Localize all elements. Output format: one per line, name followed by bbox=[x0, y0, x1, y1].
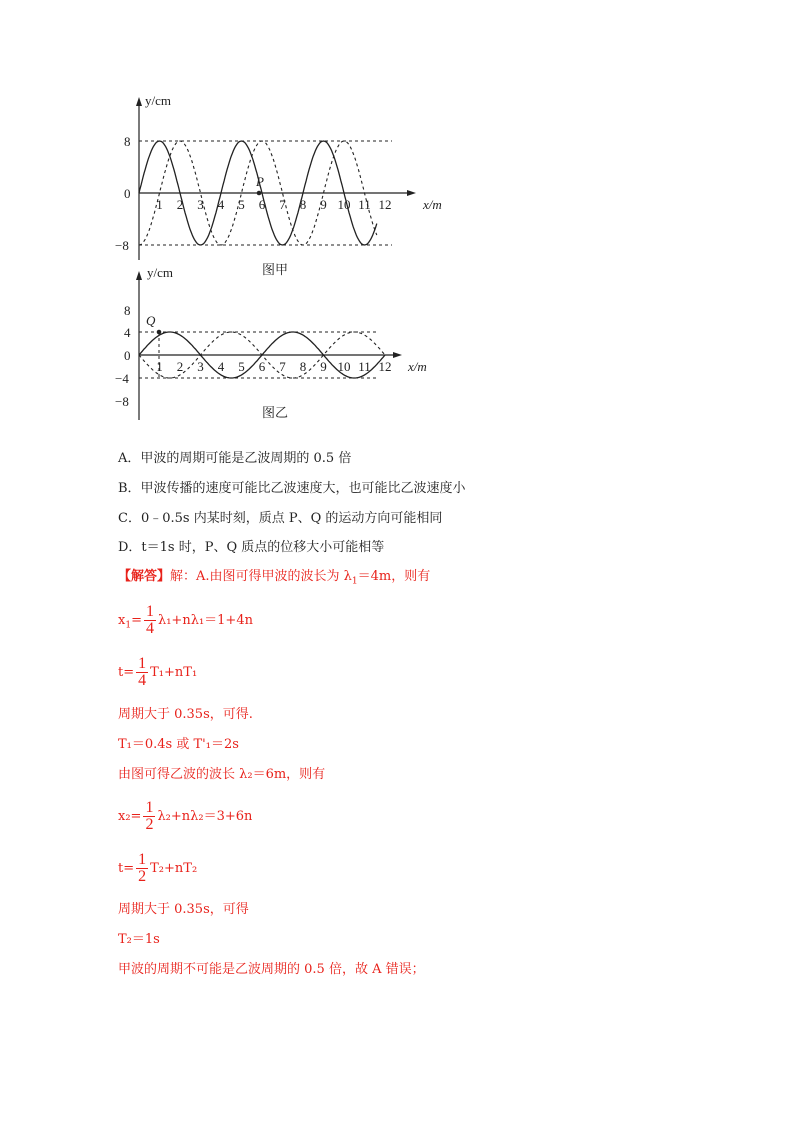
caption-yi: 图乙 bbox=[262, 406, 289, 421]
ytick-2-0: 0 bbox=[124, 348, 131, 363]
xtick-2-11: 11 bbox=[358, 359, 371, 374]
xtick-1-5: 5 bbox=[238, 197, 245, 212]
equation-x1: $x_1=$ $\frac{1}{4}$ λ₁+nλ₁＝1+4n bbox=[118, 603, 253, 637]
ytick-2-neg4: −4 bbox=[115, 371, 129, 386]
equation-t2: t= $\frac{1}{2}$ T₂+nT₂ bbox=[118, 851, 198, 885]
point-q-label: Q bbox=[146, 313, 156, 328]
xtick-1-10: 10 bbox=[337, 197, 351, 212]
xtick-1-8: 8 bbox=[299, 197, 307, 212]
xtick-1-6: 6 bbox=[258, 197, 266, 212]
xtick-2-2: 2 bbox=[176, 359, 184, 374]
option-a: A．甲波的周期可能是乙波周期的 0.5 倍 bbox=[118, 451, 352, 466]
ytick-2-8: 8 bbox=[124, 303, 131, 318]
xtick-1-2: 2 bbox=[176, 197, 184, 212]
xtick-2-3: 3 bbox=[197, 359, 204, 374]
line-t1-values: T₁＝0.4s 或 T'₁＝2s bbox=[118, 737, 239, 752]
fraction-half: $\frac{1}{2}$ bbox=[145, 799, 154, 833]
point-q bbox=[157, 330, 162, 335]
x-axis-arrow-1 bbox=[407, 190, 416, 196]
xtick-2-1: 1 bbox=[156, 359, 163, 374]
answer-intro: 【解答】解：A.由图可得甲波的波长为 $\lambda_1=4m$，则有 bbox=[118, 569, 431, 587]
point-p-label: P bbox=[256, 174, 264, 189]
wave-figures bbox=[0, 0, 800, 440]
ytick-2-neg8: −8 bbox=[115, 394, 129, 409]
figure-jia bbox=[115, 93, 442, 278]
xtick-2-12: 12 bbox=[378, 359, 392, 374]
y-axis-label-1: y/cm bbox=[145, 93, 171, 108]
equation-x2: x₂= $\frac{1}{2}$ λ₂+nλ₂＝3+6n bbox=[118, 799, 253, 833]
fraction-quarter-t: $\frac{1}{4}$ bbox=[138, 655, 147, 689]
y-axis-arrow-1 bbox=[136, 97, 142, 106]
option-c: C．0﹣0.5s 内某时刻，质点 P、Q 的运动方向可能相同 bbox=[118, 511, 443, 526]
ytick-1-neg8: −8 bbox=[115, 238, 129, 253]
figure-yi bbox=[115, 265, 427, 421]
line-conclusion: 甲波的周期不可能是乙波周期的 0.5 倍，故 A 错误； bbox=[118, 962, 425, 977]
ytick-1-0: 0 bbox=[124, 186, 131, 201]
line-period-1: 周期大于 0.35s，可得. bbox=[118, 707, 253, 722]
xtick-1-3: 3 bbox=[197, 197, 204, 212]
x-axis-label-1: x/m bbox=[423, 197, 442, 212]
line-lambda2: 由图可得乙波的波长 λ₂＝6m，则有 bbox=[118, 767, 326, 782]
xtick-1-11: 11 bbox=[358, 197, 371, 212]
xtick-2-10: 10 bbox=[337, 359, 351, 374]
xtick-2-5: 5 bbox=[238, 359, 245, 374]
option-d: D．t＝1s 时，P、Q 质点的位移大小可能相等 bbox=[118, 540, 385, 555]
x-axis-arrow-2 bbox=[393, 352, 402, 358]
fraction-quarter: $\frac{1}{4}$ bbox=[145, 603, 154, 637]
option-b: B．甲波传播的速度可能比乙波速度大，也可能比乙波速度小 bbox=[118, 481, 466, 496]
equation-t1: t= $\frac{1}{4}$ T₁+nT₁ bbox=[118, 655, 198, 689]
caption-jia: 图甲 bbox=[262, 263, 289, 278]
x-axis-label-2: x/m bbox=[408, 359, 427, 374]
y-axis-label-2: y/cm bbox=[147, 265, 173, 280]
line-t2-value: T₂＝1s bbox=[118, 932, 160, 947]
xtick-1-9: 9 bbox=[320, 197, 327, 212]
ytick-2-4: 4 bbox=[124, 325, 131, 340]
y-axis-arrow-2 bbox=[136, 271, 142, 280]
xtick-2-9: 9 bbox=[320, 359, 327, 374]
xtick-1-12: 12 bbox=[378, 197, 392, 212]
fraction-half-t: $\frac{1}{2}$ bbox=[138, 851, 147, 885]
xtick-1-4: 4 bbox=[217, 197, 225, 212]
point-p bbox=[257, 191, 262, 196]
xticks-1 bbox=[156, 197, 391, 212]
xtick-2-8: 8 bbox=[299, 359, 307, 374]
xtick-2-4: 4 bbox=[217, 359, 225, 374]
answer-tag: 【解答】 bbox=[118, 569, 171, 584]
xticks-2 bbox=[156, 359, 391, 374]
ytick-1-8: 8 bbox=[124, 134, 131, 149]
xtick-1-1: 1 bbox=[156, 197, 163, 212]
xtick-2-6: 6 bbox=[258, 359, 266, 374]
xtick-2-7: 7 bbox=[279, 359, 286, 374]
line-period-2: 周期大于 0.35s，可得 bbox=[118, 902, 249, 917]
xtick-1-7: 7 bbox=[279, 197, 286, 212]
